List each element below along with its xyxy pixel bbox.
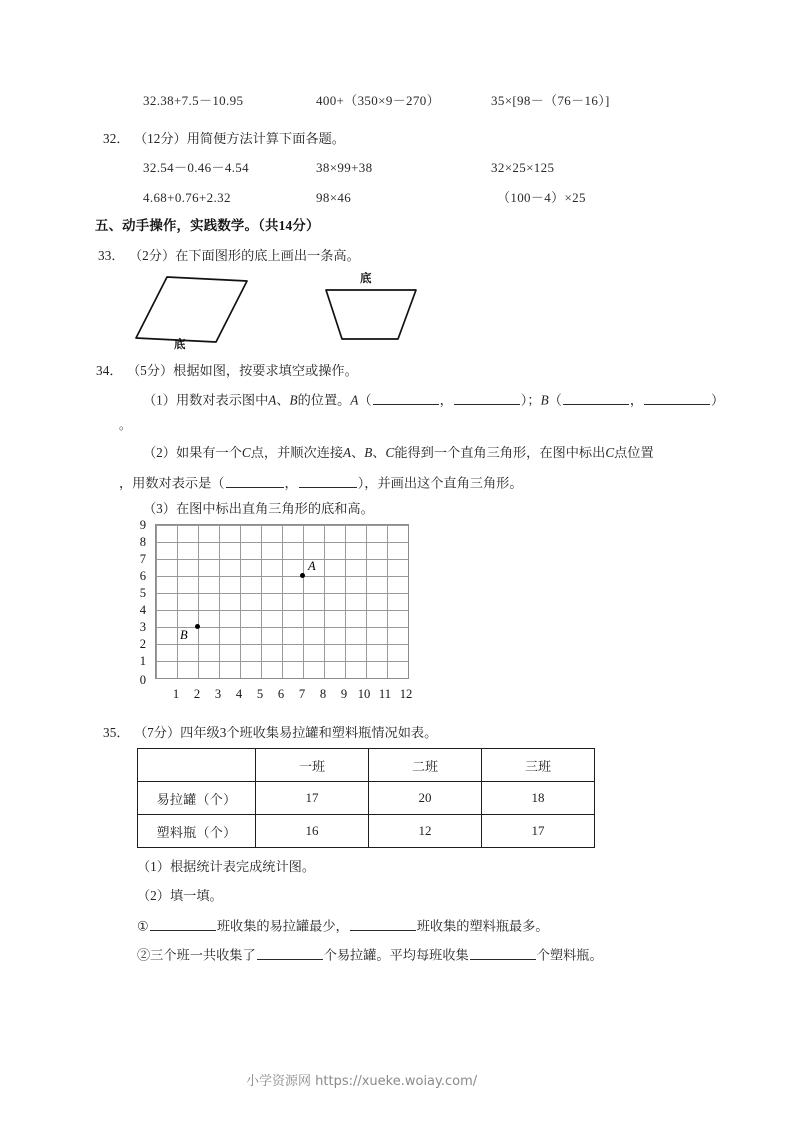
table-header-class-3: 三班 xyxy=(482,749,595,782)
y-tick-5: 5 xyxy=(139,586,146,600)
table-cell-bottles-class1: 16 xyxy=(256,815,369,848)
q34-part2-sep2: 、 xyxy=(372,445,386,460)
table-row xyxy=(138,782,595,815)
table-rowlabel-cans: 易拉罐（个） xyxy=(138,782,256,815)
section-5-heading: 五、动手操作，实践数学。（共14分） xyxy=(95,218,320,233)
q34-part1-sep: 、 xyxy=(276,392,290,408)
table-corner-cell xyxy=(138,749,256,782)
trapezoid-base-label: 底 xyxy=(360,273,372,285)
q32-number: 32． xyxy=(103,131,130,146)
trapezoid-figure xyxy=(318,272,428,350)
table-cell-cans-class1: 17 xyxy=(256,782,369,815)
q35-item2-mid: 个易拉罐。平均每班收集 xyxy=(323,947,469,963)
q34-label-a: A xyxy=(350,392,359,408)
x-tick-7: 7 xyxy=(298,687,306,701)
table-cell-cans-class2: 20 xyxy=(369,782,482,815)
q35-part1: （1）根据统计表完成统计图。 xyxy=(137,859,316,874)
table-header-row xyxy=(138,749,595,782)
q32-row2-col1: 4.68+0.76+2.32 xyxy=(143,190,231,205)
q34-part2-line2-post: ），并画出这个直角三角形。 xyxy=(357,475,523,491)
table-rowlabel-bottles: 塑料瓶（个） xyxy=(138,815,256,848)
q34-blank-b-y[interactable] xyxy=(644,391,710,405)
table-cell-bottles-class2: 12 xyxy=(369,815,482,848)
x-tick-9: 9 xyxy=(340,687,348,701)
q34-part2-line1 xyxy=(143,446,654,459)
q35-item1-pre: ① xyxy=(137,918,149,934)
q34-part2-end: 点位置 xyxy=(614,445,654,460)
y-tick-3: 3 xyxy=(139,620,146,634)
parallelogram-base-label: 底 xyxy=(174,339,186,351)
q34-label-b: B xyxy=(540,392,549,408)
y-tick-4: 4 xyxy=(139,603,146,617)
q34-part1-semicolon: ； xyxy=(527,392,541,408)
y-tick-1: 1 xyxy=(139,654,146,668)
x-tick-8: 8 xyxy=(319,687,327,701)
q31-expression-3: 35×[98－（76－16）] xyxy=(491,93,610,108)
table-row xyxy=(138,815,595,848)
parallelogram-icon xyxy=(134,272,254,350)
q32-prompt: （12分）用简便方法计算下面各题。 xyxy=(134,131,345,146)
q34-number: 34． xyxy=(96,363,123,378)
q33-number: 33． xyxy=(98,248,125,263)
table-header-class-2: 二班 xyxy=(369,749,482,782)
trapezoid-icon xyxy=(318,272,428,350)
q35-blank-most-bottles-class[interactable] xyxy=(350,917,416,931)
q32-row2-col2: 98×46 xyxy=(316,190,352,205)
q35-item2-pre: ②三个班一共收集了 xyxy=(137,947,256,963)
q35-item1-mid: 班收集的易拉罐最少， xyxy=(216,918,349,934)
q35-blank-fewest-cans-class[interactable] xyxy=(150,917,216,931)
q34-part2-point-c3: C xyxy=(605,445,615,460)
q34-blank-c-x[interactable] xyxy=(226,474,284,488)
y-tick-7: 7 xyxy=(139,552,146,566)
q35-item-1 xyxy=(137,917,549,933)
parallelogram-figure xyxy=(134,272,254,350)
q35-item-2 xyxy=(137,946,603,962)
q34-blank-a-x[interactable] xyxy=(373,391,439,405)
q32-row1-col3: 32×25×125 xyxy=(491,160,555,175)
q35-item1-post: 班收集的塑料瓶最多。 xyxy=(416,918,549,934)
q34-part2-sep1: 、 xyxy=(351,445,365,460)
q34-part2-point-c2: C xyxy=(385,445,395,460)
y-tick-2: 2 xyxy=(139,637,146,651)
y-tick-0: 0 xyxy=(139,673,146,687)
q34-part2-line2: ，用数对表示是（ ， ），并画出这个直角三角形。 xyxy=(119,475,523,491)
x-tick-5: 5 xyxy=(256,687,264,701)
x-tick-6: 6 xyxy=(277,687,285,701)
q35-blank-total-cans[interactable] xyxy=(257,946,323,960)
coordinate-grid[interactable] xyxy=(155,524,409,679)
x-tick-10: 10 xyxy=(357,687,371,701)
q34-part2-mid2: 能得到一个直角三角形，在图中标出 xyxy=(394,445,606,460)
q34-blank-b-x[interactable] xyxy=(563,391,629,405)
q32-row1-col2: 38×99+38 xyxy=(316,160,373,175)
collection-stats-table xyxy=(137,748,595,848)
q34-part2-pre: （2）如果有一个 xyxy=(143,445,242,460)
q34-part3: （3）在图中标出直角三角形的底和高。 xyxy=(143,501,374,516)
q33-prompt: （2分）在下面图形的底上画出一条高。 xyxy=(129,248,360,263)
x-tick-1: 1 xyxy=(172,687,180,701)
q34-part2-point-c1: C xyxy=(241,445,251,460)
point-b-label: B xyxy=(180,628,188,642)
q34-part2-mid1: 点，并顺次连接 xyxy=(250,445,344,460)
q34-part1-post: 的位置。 xyxy=(297,392,351,408)
x-tick-4: 4 xyxy=(235,687,243,701)
q34-part2-line2-pre: ，用数对表示是（ xyxy=(119,475,225,491)
q34-blank-a-y[interactable] xyxy=(454,391,520,405)
table-header-class-1: 一班 xyxy=(256,749,369,782)
point-a-label: A xyxy=(308,559,316,573)
x-tick-12: 12 xyxy=(399,687,413,701)
q32-row2-col3: （100－4）×25 xyxy=(497,190,586,205)
y-tick-8: 8 xyxy=(139,535,146,549)
site-watermark: 小学资源网 https://xueke.woiay.com/ xyxy=(246,1074,478,1089)
q34-part1-pre: （1）用数对表示图中 xyxy=(143,392,269,408)
q34-blank-c-y[interactable] xyxy=(299,474,357,488)
table-cell-bottles-class3: 17 xyxy=(482,815,595,848)
q32-row1-col1: 32.54－0.46－4.54 xyxy=(143,160,249,175)
q31-expression-1: 32.38+7.5－10.95 xyxy=(143,93,244,108)
q34-part1: （1）用数对表示图中A、B的位置。A（ ， ）；B（ ， ） xyxy=(143,392,725,408)
q34-part2-point-a: A xyxy=(343,445,352,460)
coordinate-grid-figure xyxy=(118,516,413,716)
q35-item2-post: 个塑料瓶。 xyxy=(536,947,603,963)
q35-blank-average-bottles[interactable] xyxy=(470,946,536,960)
q34-part1-point-a: A xyxy=(268,392,277,408)
q35-part2: （2）填一填。 xyxy=(137,888,223,903)
x-tick-2: 2 xyxy=(193,687,201,701)
q34-part2-point-b: B xyxy=(364,445,373,460)
q35-prompt: （7分）四年级3个班收集易拉罐和塑料瓶情况如表。 xyxy=(134,725,438,740)
q31-expression-2: 400+（350×9－270） xyxy=(316,93,440,108)
q34-part1-point-b: B xyxy=(289,392,298,408)
point-a-marker xyxy=(300,573,305,578)
y-tick-9: 9 xyxy=(139,518,146,532)
q34-prompt: （5分）根据如图，按要求填空或操作。 xyxy=(127,363,358,378)
point-b-marker xyxy=(195,624,200,629)
q34-part1-trailing-period: 。 xyxy=(119,418,132,432)
q35-number: 35． xyxy=(103,725,130,740)
y-tick-6: 6 xyxy=(139,569,146,583)
x-tick-3: 3 xyxy=(214,687,222,701)
x-tick-11: 11 xyxy=(378,687,392,701)
table-cell-cans-class3: 18 xyxy=(482,782,595,815)
